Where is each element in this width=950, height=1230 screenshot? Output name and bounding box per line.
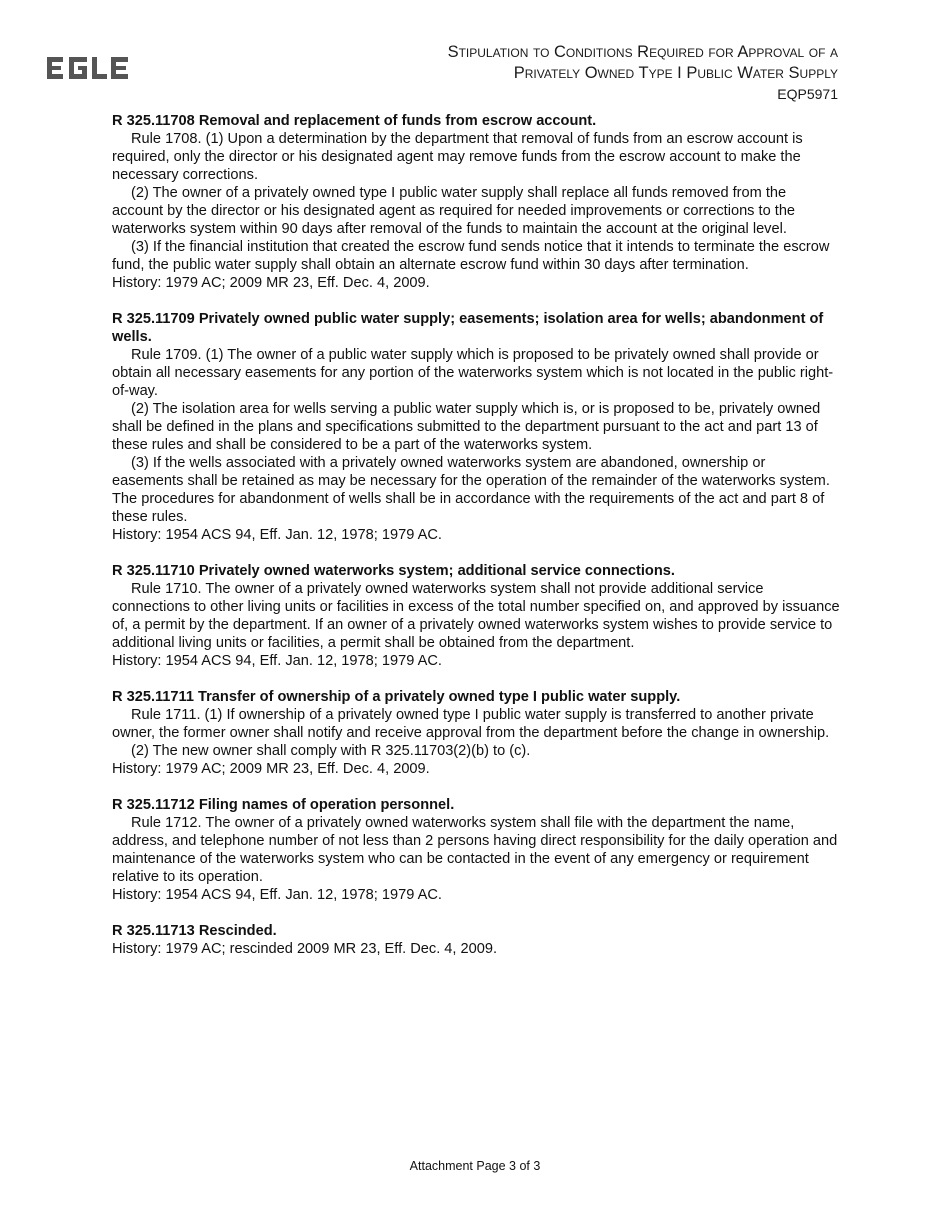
rule-title: R 325.11712 Filing names of operation personnel. (112, 797, 455, 813)
rule-paragraph: (2) The owner of a privately owned type I public water supply shall replace all funds removed from the account by the director or his designated agent as required for needed improvements or corrections to the waterworks system within 90 days after removal of the funds to maintain the account at the original level. (112, 185, 796, 237)
rule-title: R 325.11713 Rescinded. (112, 923, 277, 939)
rule-section (112, 796, 840, 904)
rule-paragraph: (2) The isolation area for wells serving a public water supply which is, or is proposed to be, privately owned shall be defined in the plans and specifications submitted to the department pursuant to the act and part 13 of these rules and shall be considered to be a part of the waterworks system. (112, 401, 821, 453)
rules-content (112, 112, 840, 976)
rule-history: History: 1954 ACS 94, Eff. Jan. 12, 1978; 1979 AC. (112, 653, 442, 669)
rule-section (112, 562, 840, 670)
rule-history: History: 1979 AC; rescinded 2009 MR 23, Eff. Dec. 4, 2009. (112, 941, 498, 957)
rule-section (112, 922, 840, 958)
header-title-line-1: Stipulation to Conditions Required for Approval of a (447, 43, 838, 61)
rule-section (112, 688, 840, 778)
rule-title: R 325.11710 Privately owned waterworks system; additional service connections. (112, 563, 675, 579)
rule-title: R 325.11708 Removal and replacement of funds from escrow account. (112, 113, 597, 129)
rule-paragraph: Rule 1711. (1) If ownership of a privately owned type I public water supply is transferred to another private owner, the former owner shall notify and receive approval from the department before the change in ownership. (112, 707, 830, 741)
rule-section (112, 112, 840, 292)
form-number: EQP5971 (777, 86, 838, 102)
rule-paragraph: Rule 1708. (1) Upon a determination by the department that removal of funds from an escrow account is required, only the director or his designated agent may remove funds from the escrow account to make the necessary corrections. (112, 131, 803, 183)
rule-paragraph: (3) If the financial institution that created the escrow fund sends notice that it intends to terminate the escrow fund, the public water supply shall obtain an alternate escrow fund within 30 days after termination. (112, 239, 830, 273)
rule-history: History: 1979 AC; 2009 MR 23, Eff. Dec. 4, 2009. (112, 761, 430, 777)
rule-paragraph: Rule 1709. (1) The owner of a public water supply which is proposed to be privately owned shall provide or obtain all necessary easements for any portion of the waterworks system which is not located in the public right-of-way. (112, 347, 834, 399)
page-footer: Attachment Page 3 of 3 (409, 1159, 541, 1173)
rule-title: R 325.11709 Privately owned public water supply; easements; isolation area for wells; abandonment of wells. (112, 311, 824, 345)
rule-paragraph: (2) The new owner shall comply with R 325.11703(2)(b) to (c). (131, 743, 531, 759)
rule-title: R 325.11711 Transfer of ownership of a privately owned type I public water supply. (112, 689, 681, 705)
rule-history: History: 1954 ACS 94, Eff. Jan. 12, 1978; 1979 AC. (112, 527, 442, 543)
document-header (448, 42, 838, 104)
rule-paragraph: (3) If the wells associated with a privately owned waterworks system are abandoned, ownership or easements shall be retained as may be necessary for the operation of the remainder of the waterworks system. The procedures for abandonment of wells shall be in accordance with the requirements of the act and part 8 of these rules. (112, 455, 830, 525)
header-title-line-2: Privately Owned Type I Public Water Supply (513, 64, 838, 82)
rule-history: History: 1979 AC; 2009 MR 23, Eff. Dec. 4, 2009. (112, 275, 430, 291)
egle-logo (47, 55, 129, 81)
rule-paragraph: Rule 1712. The owner of a privately owned waterworks system shall file with the department the name, address, and telephone number of not less than 2 persons having direct responsibility for the daily operation and maintenance of the waterworks system who can be contacted in the event of any emergency or requirement relative to its operation. (112, 815, 838, 885)
rule-paragraph: Rule 1710. The owner of a privately owned waterworks system shall not provide additional service connections to other living units or facilities in excess of the total number specified on, and approved by issuance of, a permit by the department. If an owner of a privately owned waterworks system wishes to provide service to additional living units or facilities, a permit shall be obtained from the department. (112, 581, 840, 651)
rule-section (112, 310, 840, 544)
rule-history: History: 1954 ACS 94, Eff. Jan. 12, 1978; 1979 AC. (112, 887, 442, 903)
